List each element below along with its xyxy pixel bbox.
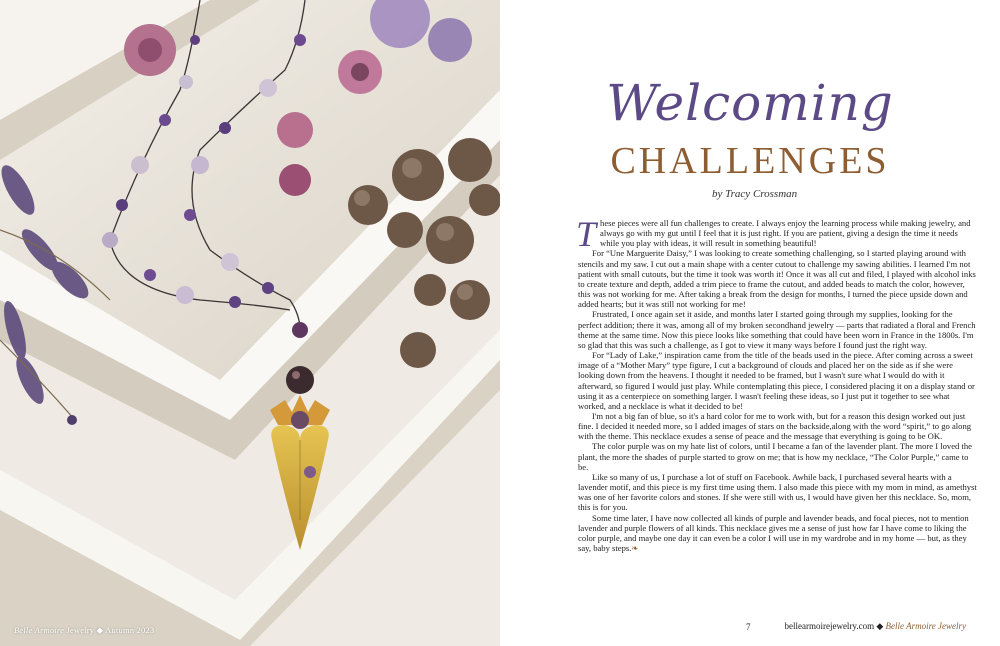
footer-issue-text: Jewelry ◆ Autumn 2023 [66,625,155,635]
left-page-footer [14,625,154,636]
paragraph-text: hese pieces were all fun challenges to create. I always enjoy the learning process while making jewelry, and always go with my gut until I feel that it is just right. If you are patient, giving a design the time it needs while you play with ideas, it will result in something beautiful! [600,218,971,249]
article-body [576,214,978,553]
footer-brand-logo: Belle Armoire Jewelry [885,621,966,631]
paragraph-5: I'm not a big fan of blue, so it's a hard color for me to work with, but for a reason this design worked out just fine. I decided it needed more, so I added images of stars on the backside,along with the word “spirit,” to go along with the theme. This necklace exudes a sense of peace and the message that everything is going to be OK. [578,410,972,442]
paragraph-6: The color purple was on my hate list of colors, until I became a fan of the lavender plant. The more I loved the plant, the more the shades of purple started to grow on me; that is how my necklace, “The Color Purple,” came to be. [578,441,972,472]
article-title-script: Welcoming [606,74,894,132]
drop-cap: T [576,214,597,254]
right-page-footer [784,621,966,632]
footer-brand-logo: Belle Armoire [14,625,65,635]
paragraph-8 [578,513,978,554]
page-number: 7 [746,622,751,632]
article-page [500,0,1000,646]
paragraph-3: Frustrated, I once again set it aside, and months later I started going through my supplies, looking for the perfect addition; there it was, among all of my broken secondhand jewelry — parts that radiated a floral and French theme at the same time. Now this piece looks like something that could have been worn in France in the 1800s. I'm so glad that this was such a challenge, as I got to view it many ways before I found just the right way. [578,309,976,350]
end-mark-icon: ❧ [631,543,639,553]
paragraph-text: Some time later, I have now collected all kinds of purple and lavender beads, and focal pieces, not to mention lavender and purple flowers of all kinds. This necklace gives me a sense of just how far I have come to liking the color purple, and maybe one day it can even be a color I will use in my wardrobe and in my home — but, as they say, baby steps. [578,512,969,553]
article-title-caps: CHALLENGES [610,140,890,182]
paragraph-7: Like so many of us, I purchase a lot of stuff on Facebook. Awhile back, I purchased several hearts with a lavender motif, and this piece is my first time using them. I also made this piece with my mom in mind, as amethyst was one of her favorite colors and stones. If she were still with us, I would have given her this necklace. So, mom, this is for you. [578,471,977,513]
article-byline: by Tracy Crossman [712,188,798,200]
paragraph-4: For “Lady of Lake,” inspiration came from the title of the beads used in the piece. After coming across a sweet image of a “Mother Mary” type figure, I cut a background of clouds and placed her on the side as if she were looking down from the heavens. I thought it needed to be framed, but I wasn't sure what I would do with it afterward, so figured I would just play. While contemplating this piece, I considered placing it on a display stand or using it as a centerpiece on something larger. I wasn't feeling these ideas, so I just put it together to see what worked, and a necklace is what it decided to be! [578,350,975,411]
footer-url[interactable]: bellearmoirejewelry.com ◆ [784,621,884,631]
paragraph-1 [576,214,978,254]
paragraph-2: For “Une Marguerite Daisy,” I was looking to create something challenging, so I started playing around with stencils and my saw. I cut out a main shape with a center cutout to challenge my sawing abilities. I learned I'm not patient with small cutouts, but the time it took was worth it! Once it was all cut and filed, I played with alcohol inks to create texture and depth, added a trim piece to frame the cutout, and added beads to match the color, however, this was not working for me. After taking a break from the design for months, I turned the piece upside down and added hearts; but it was still not working for me! [578,248,976,310]
